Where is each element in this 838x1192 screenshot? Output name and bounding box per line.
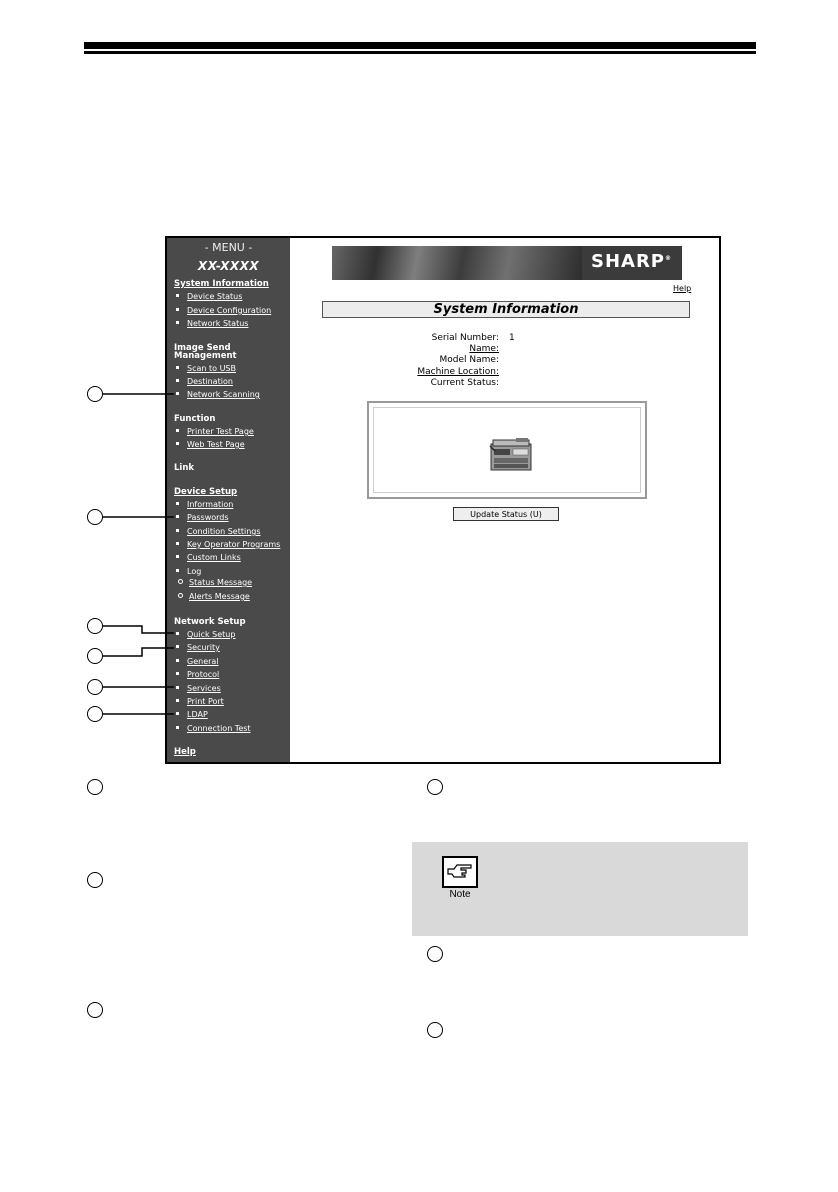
sharp-logo: SHARP®: [590, 251, 672, 272]
menu-item-key-operator-programs[interactable]: Key Operator Programs: [174, 540, 280, 550]
update-status-button[interactable]: Update Status (U): [453, 507, 559, 521]
menu-item-condition-settings[interactable]: Condition Settings: [174, 527, 261, 537]
menu-item-destination[interactable]: Destination: [174, 377, 233, 387]
menu-item-scan-to-usb[interactable]: Scan to USB: [174, 364, 236, 374]
section-function: Function: [174, 414, 216, 424]
callout-circle: [87, 509, 103, 525]
serial-number-value: 1: [509, 333, 515, 343]
menu-item-print-port[interactable]: Print Port: [174, 697, 224, 707]
section-link: Link: [174, 463, 195, 473]
menu-subitem-status-message[interactable]: Status Message: [176, 578, 252, 588]
menu-item-printer-test-page[interactable]: Printer Test Page: [174, 427, 254, 437]
note-box: [412, 842, 748, 936]
help-link[interactable]: Help: [673, 284, 692, 293]
callout-circle: [87, 386, 103, 402]
menu-item-network-status[interactable]: Network Status: [174, 319, 248, 329]
name-label[interactable]: Name:: [469, 344, 499, 354]
menu-title: - MENU -: [204, 241, 253, 254]
callout-circle: [87, 872, 103, 888]
callout-circle: [87, 679, 103, 695]
menu-item-ldap[interactable]: LDAP: [174, 710, 208, 720]
serial-number-label: Serial Number:: [431, 333, 499, 343]
note-label: Note: [449, 889, 471, 900]
section-image-send-line2: Management: [174, 351, 237, 361]
menu-item-connection-test[interactable]: Connection Test: [174, 724, 251, 734]
section-help[interactable]: Help: [174, 747, 196, 757]
menu-item-log[interactable]: Log: [174, 567, 201, 577]
section-device-setup[interactable]: Device Setup: [174, 487, 238, 497]
callout-circle: [87, 706, 103, 722]
callout-circle: [87, 779, 103, 795]
machine-location-label[interactable]: Machine Location:: [417, 367, 499, 377]
menu-item-general[interactable]: General: [174, 657, 219, 667]
callout-circle: [87, 618, 103, 634]
page-title: System Information: [322, 301, 690, 318]
model-name-label: Model Name:: [439, 355, 499, 365]
menu-subitem-alerts-message[interactable]: Alerts Message: [176, 592, 250, 602]
menu-item-device-status[interactable]: Device Status: [174, 292, 242, 302]
callout-circle: [87, 648, 103, 664]
model-name: XX-XXXX: [197, 259, 260, 273]
menu-item-protocol[interactable]: Protocol: [174, 670, 219, 680]
menu-item-security[interactable]: Security: [174, 643, 220, 653]
section-system-information[interactable]: System Information: [174, 279, 269, 289]
menu-item-device-configuration[interactable]: Device Configuration: [174, 306, 271, 316]
callout-circle: [427, 779, 443, 795]
callout-circle: [427, 946, 443, 962]
menu-item-services[interactable]: Services: [174, 684, 221, 694]
section-image-send-line1: Image Send: [174, 343, 231, 353]
menu-item-web-test-page[interactable]: Web Test Page: [174, 440, 245, 450]
menu-item-network-scanning[interactable]: Network Scanning: [174, 390, 260, 400]
current-status-label: Current Status:: [430, 378, 499, 388]
callout-circle: [87, 1002, 103, 1018]
menu-item-passwords[interactable]: Passwords: [174, 513, 229, 523]
callout-circle: [427, 1022, 443, 1038]
note-hand-icon: [442, 856, 478, 888]
menu-item-information[interactable]: Information: [174, 500, 233, 510]
menu-item-quick-setup[interactable]: Quick Setup: [174, 630, 235, 640]
menu-item-custom-links[interactable]: Custom Links: [174, 553, 241, 563]
section-network-setup: Network Setup: [174, 617, 246, 627]
